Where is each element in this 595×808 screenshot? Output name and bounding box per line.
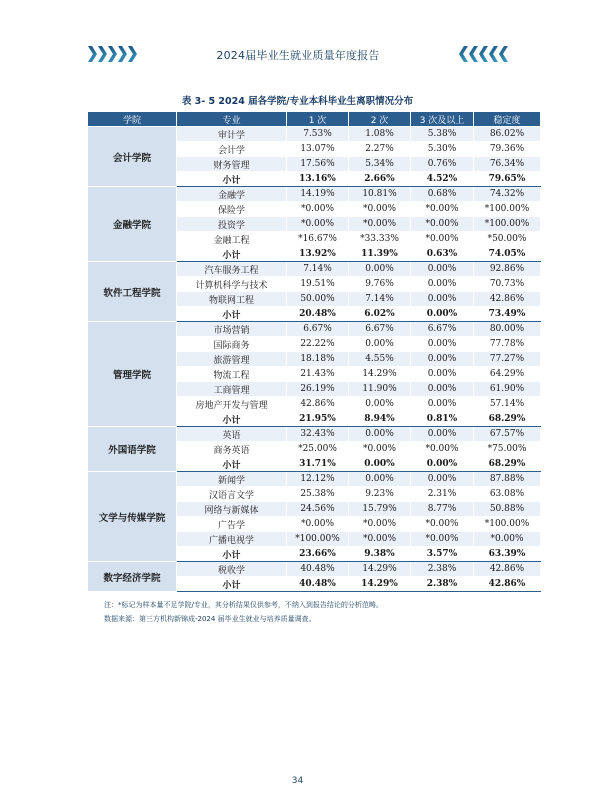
value-cell: 0.00%	[349, 262, 411, 277]
value-cell: 64.29%	[474, 367, 541, 382]
value-cell: *0.00%	[287, 517, 349, 532]
major-cell: 小计	[177, 457, 287, 472]
college-cell: 管理学院	[88, 322, 177, 427]
college-cell: 会计学院	[88, 127, 177, 187]
major-cell: 广播电视学	[177, 532, 287, 547]
value-cell: *33.33%	[349, 232, 411, 247]
value-cell: 5.34%	[349, 157, 411, 172]
value-cell: *0.00%	[411, 517, 474, 532]
value-cell: 21.95%	[287, 412, 349, 427]
value-cell: 8.94%	[349, 412, 411, 427]
value-cell: 26.19%	[287, 382, 349, 397]
value-cell: *50.00%	[474, 232, 541, 247]
value-cell: *0.00%	[287, 217, 349, 232]
value-cell: 6.67%	[287, 322, 349, 337]
value-cell: 86.02%	[474, 127, 541, 142]
value-cell: 42.86%	[474, 292, 541, 307]
value-cell: 76.34%	[474, 157, 541, 172]
major-cell: 汉语言文学	[177, 487, 287, 502]
page-header	[88, 44, 508, 66]
college-cell: 金融学院	[88, 187, 177, 262]
value-cell: 12.12%	[287, 472, 349, 487]
value-cell: 92.86%	[474, 262, 541, 277]
major-cell: 小计	[177, 577, 287, 592]
table-row	[88, 262, 541, 277]
value-cell: 57.14%	[474, 397, 541, 412]
column-header-stability: 稳定度	[474, 112, 541, 127]
value-cell: 7.53%	[287, 127, 349, 142]
major-cell: 金融学	[177, 187, 287, 202]
value-cell: 22.22%	[287, 337, 349, 352]
value-cell: 4.55%	[349, 352, 411, 367]
value-cell: 0.00%	[411, 457, 474, 472]
college-cell: 数字经济学院	[88, 562, 177, 592]
table-row	[88, 562, 541, 577]
major-cell: 会计学	[177, 142, 287, 157]
major-cell: 国际商务	[177, 337, 287, 352]
table-row	[88, 127, 541, 142]
value-cell: 79.36%	[474, 142, 541, 157]
value-cell: 67.57%	[474, 427, 541, 442]
value-cell: 0.00%	[349, 337, 411, 352]
major-cell: 小计	[177, 412, 287, 427]
value-cell: 15.79%	[349, 502, 411, 517]
value-cell: 0.00%	[349, 457, 411, 472]
value-cell: 0.00%	[411, 262, 474, 277]
column-header-once: 1 次	[287, 112, 349, 127]
value-cell: 74.05%	[474, 247, 541, 262]
value-cell: 80.00%	[474, 322, 541, 337]
value-cell: 68.29%	[474, 457, 541, 472]
major-cell: 金融工程	[177, 232, 287, 247]
footnote: 注：*标记为样本量不足学院/专业，其分析结果仅供参考，不纳入到报告结论的分析范畴。	[104, 601, 383, 609]
value-cell: 13.16%	[287, 172, 349, 187]
column-header-three-plus: 3 次及以上	[411, 112, 474, 127]
value-cell: 0.00%	[411, 307, 474, 322]
major-cell: 新闻学	[177, 472, 287, 487]
value-cell: 73.49%	[474, 307, 541, 322]
value-cell: 63.08%	[474, 487, 541, 502]
table-row	[88, 427, 541, 442]
value-cell: *0.00%	[411, 442, 474, 457]
column-header-twice: 2 次	[349, 112, 411, 127]
value-cell: 11.90%	[349, 382, 411, 397]
value-cell: 17.56%	[287, 157, 349, 172]
column-header-major: 专业	[177, 112, 287, 127]
college-cell: 软件工程学院	[88, 262, 177, 322]
header-title: 2024届毕业生就业质量年度报告	[216, 49, 380, 62]
value-cell: 40.48%	[287, 577, 349, 592]
value-cell: 6.67%	[411, 322, 474, 337]
value-cell: 0.00%	[411, 352, 474, 367]
value-cell: *0.00%	[411, 217, 474, 232]
value-cell: 0.68%	[411, 187, 474, 202]
major-cell: 市场营销	[177, 322, 287, 337]
value-cell: 2.66%	[349, 172, 411, 187]
value-cell: 13.92%	[287, 247, 349, 262]
value-cell: 50.00%	[287, 292, 349, 307]
value-cell: 13.07%	[287, 142, 349, 157]
value-cell: 0.00%	[411, 337, 474, 352]
table-row	[88, 187, 541, 202]
value-cell: 14.29%	[349, 577, 411, 592]
value-cell: 50.88%	[474, 502, 541, 517]
value-cell: 9.23%	[349, 487, 411, 502]
value-cell: 2.27%	[349, 142, 411, 157]
value-cell: *0.00%	[349, 532, 411, 547]
data-source: 数据来源：第三方机构新锦成-2024 届毕业生就业与培养质量调查。	[104, 615, 316, 623]
value-cell: *0.00%	[349, 217, 411, 232]
value-cell: 18.18%	[287, 352, 349, 367]
value-cell: 0.00%	[349, 397, 411, 412]
value-cell: 0.63%	[411, 247, 474, 262]
major-cell: 汽车服务工程	[177, 262, 287, 277]
major-cell: 工商管理	[177, 382, 287, 397]
value-cell: 77.78%	[474, 337, 541, 352]
value-cell: *0.00%	[474, 532, 541, 547]
value-cell: 1.08%	[349, 127, 411, 142]
value-cell: *0.00%	[349, 202, 411, 217]
value-cell: *0.00%	[411, 532, 474, 547]
value-cell: 40.48%	[287, 562, 349, 577]
major-cell: 小计	[177, 172, 287, 187]
table-row	[88, 322, 541, 337]
value-cell: 7.14%	[349, 292, 411, 307]
major-cell: 财务管理	[177, 157, 287, 172]
value-cell: 68.29%	[474, 412, 541, 427]
value-cell: 74.32%	[474, 187, 541, 202]
value-cell: 14.29%	[349, 562, 411, 577]
value-cell: *0.00%	[287, 202, 349, 217]
value-cell: 2.38%	[411, 562, 474, 577]
value-cell: *25.00%	[287, 442, 349, 457]
major-cell: 审计学	[177, 127, 287, 142]
value-cell: 9.76%	[349, 277, 411, 292]
table-notes	[104, 598, 524, 626]
major-cell: 物联网工程	[177, 292, 287, 307]
value-cell: 24.56%	[287, 502, 349, 517]
value-cell: *75.00%	[474, 442, 541, 457]
chevron-decoration-right-icon	[459, 46, 508, 62]
value-cell: 19.51%	[287, 277, 349, 292]
value-cell: 42.86%	[474, 562, 541, 577]
value-cell: 0.00%	[411, 427, 474, 442]
value-cell: 61.90%	[474, 382, 541, 397]
value-cell: 10.81%	[349, 187, 411, 202]
value-cell: 4.52%	[411, 172, 474, 187]
major-cell: 房地产开发与管理	[177, 397, 287, 412]
page-number: 34	[291, 776, 304, 786]
value-cell: 20.48%	[287, 307, 349, 322]
value-cell: 0.76%	[411, 157, 474, 172]
value-cell: 14.29%	[349, 367, 411, 382]
value-cell: 70.73%	[474, 277, 541, 292]
value-cell: 11.39%	[349, 247, 411, 262]
major-cell: 网络与新媒体	[177, 502, 287, 517]
college-cell: 文学与传媒学院	[88, 472, 177, 562]
value-cell: *16.67%	[287, 232, 349, 247]
value-cell: *0.00%	[411, 202, 474, 217]
value-cell: 79.65%	[474, 172, 541, 187]
value-cell: 14.19%	[287, 187, 349, 202]
column-header-college: 学院	[88, 112, 177, 127]
value-cell: 2.38%	[411, 577, 474, 592]
value-cell: *0.00%	[349, 517, 411, 532]
major-cell: 小计	[177, 307, 287, 322]
value-cell: 3.57%	[411, 547, 474, 562]
value-cell: 42.86%	[474, 577, 541, 592]
major-cell: 物流工程	[177, 367, 287, 382]
value-cell: *0.00%	[349, 442, 411, 457]
major-cell: 小计	[177, 247, 287, 262]
value-cell: 0.00%	[411, 292, 474, 307]
value-cell: 0.00%	[411, 277, 474, 292]
value-cell: *0.00%	[411, 232, 474, 247]
value-cell: 6.02%	[349, 307, 411, 322]
value-cell: 0.00%	[411, 382, 474, 397]
table-caption: 表 3- 5 2024 届各学院/专业本科毕业生离职情况分布	[181, 96, 414, 107]
value-cell: 5.38%	[411, 127, 474, 142]
college-cell: 外国语学院	[88, 427, 177, 472]
value-cell: 0.00%	[411, 397, 474, 412]
turnover-table	[87, 111, 541, 592]
value-cell: 32.43%	[287, 427, 349, 442]
value-cell: 63.39%	[474, 547, 541, 562]
value-cell: 42.86%	[287, 397, 349, 412]
major-cell: 投资学	[177, 217, 287, 232]
value-cell: 25.38%	[287, 487, 349, 502]
value-cell: 21.43%	[287, 367, 349, 382]
value-cell: *100.00%	[287, 532, 349, 547]
value-cell: 23.66%	[287, 547, 349, 562]
value-cell: 31.71%	[287, 457, 349, 472]
major-cell: 广告学	[177, 517, 287, 532]
value-cell: 0.00%	[349, 472, 411, 487]
major-cell: 英语	[177, 427, 287, 442]
value-cell: 0.81%	[411, 412, 474, 427]
major-cell: 旅游管理	[177, 352, 287, 367]
value-cell: 6.67%	[349, 322, 411, 337]
major-cell: 保险学	[177, 202, 287, 217]
value-cell: 0.00%	[349, 427, 411, 442]
value-cell: 8.77%	[411, 502, 474, 517]
value-cell: 2.31%	[411, 487, 474, 502]
value-cell: *100.00%	[474, 217, 541, 232]
major-cell: 商务英语	[177, 442, 287, 457]
value-cell: *100.00%	[474, 517, 541, 532]
value-cell: 87.88%	[474, 472, 541, 487]
major-cell: 税收学	[177, 562, 287, 577]
value-cell: 9.38%	[349, 547, 411, 562]
major-cell: 计算机科学与技术	[177, 277, 287, 292]
value-cell: 0.00%	[411, 367, 474, 382]
table-header-row	[88, 112, 541, 127]
value-cell: *100.00%	[474, 202, 541, 217]
value-cell: 77.27%	[474, 352, 541, 367]
value-cell: 7.14%	[287, 262, 349, 277]
major-cell: 小计	[177, 547, 287, 562]
value-cell: 0.00%	[411, 472, 474, 487]
table-row	[88, 472, 541, 487]
value-cell: 5.30%	[411, 142, 474, 157]
